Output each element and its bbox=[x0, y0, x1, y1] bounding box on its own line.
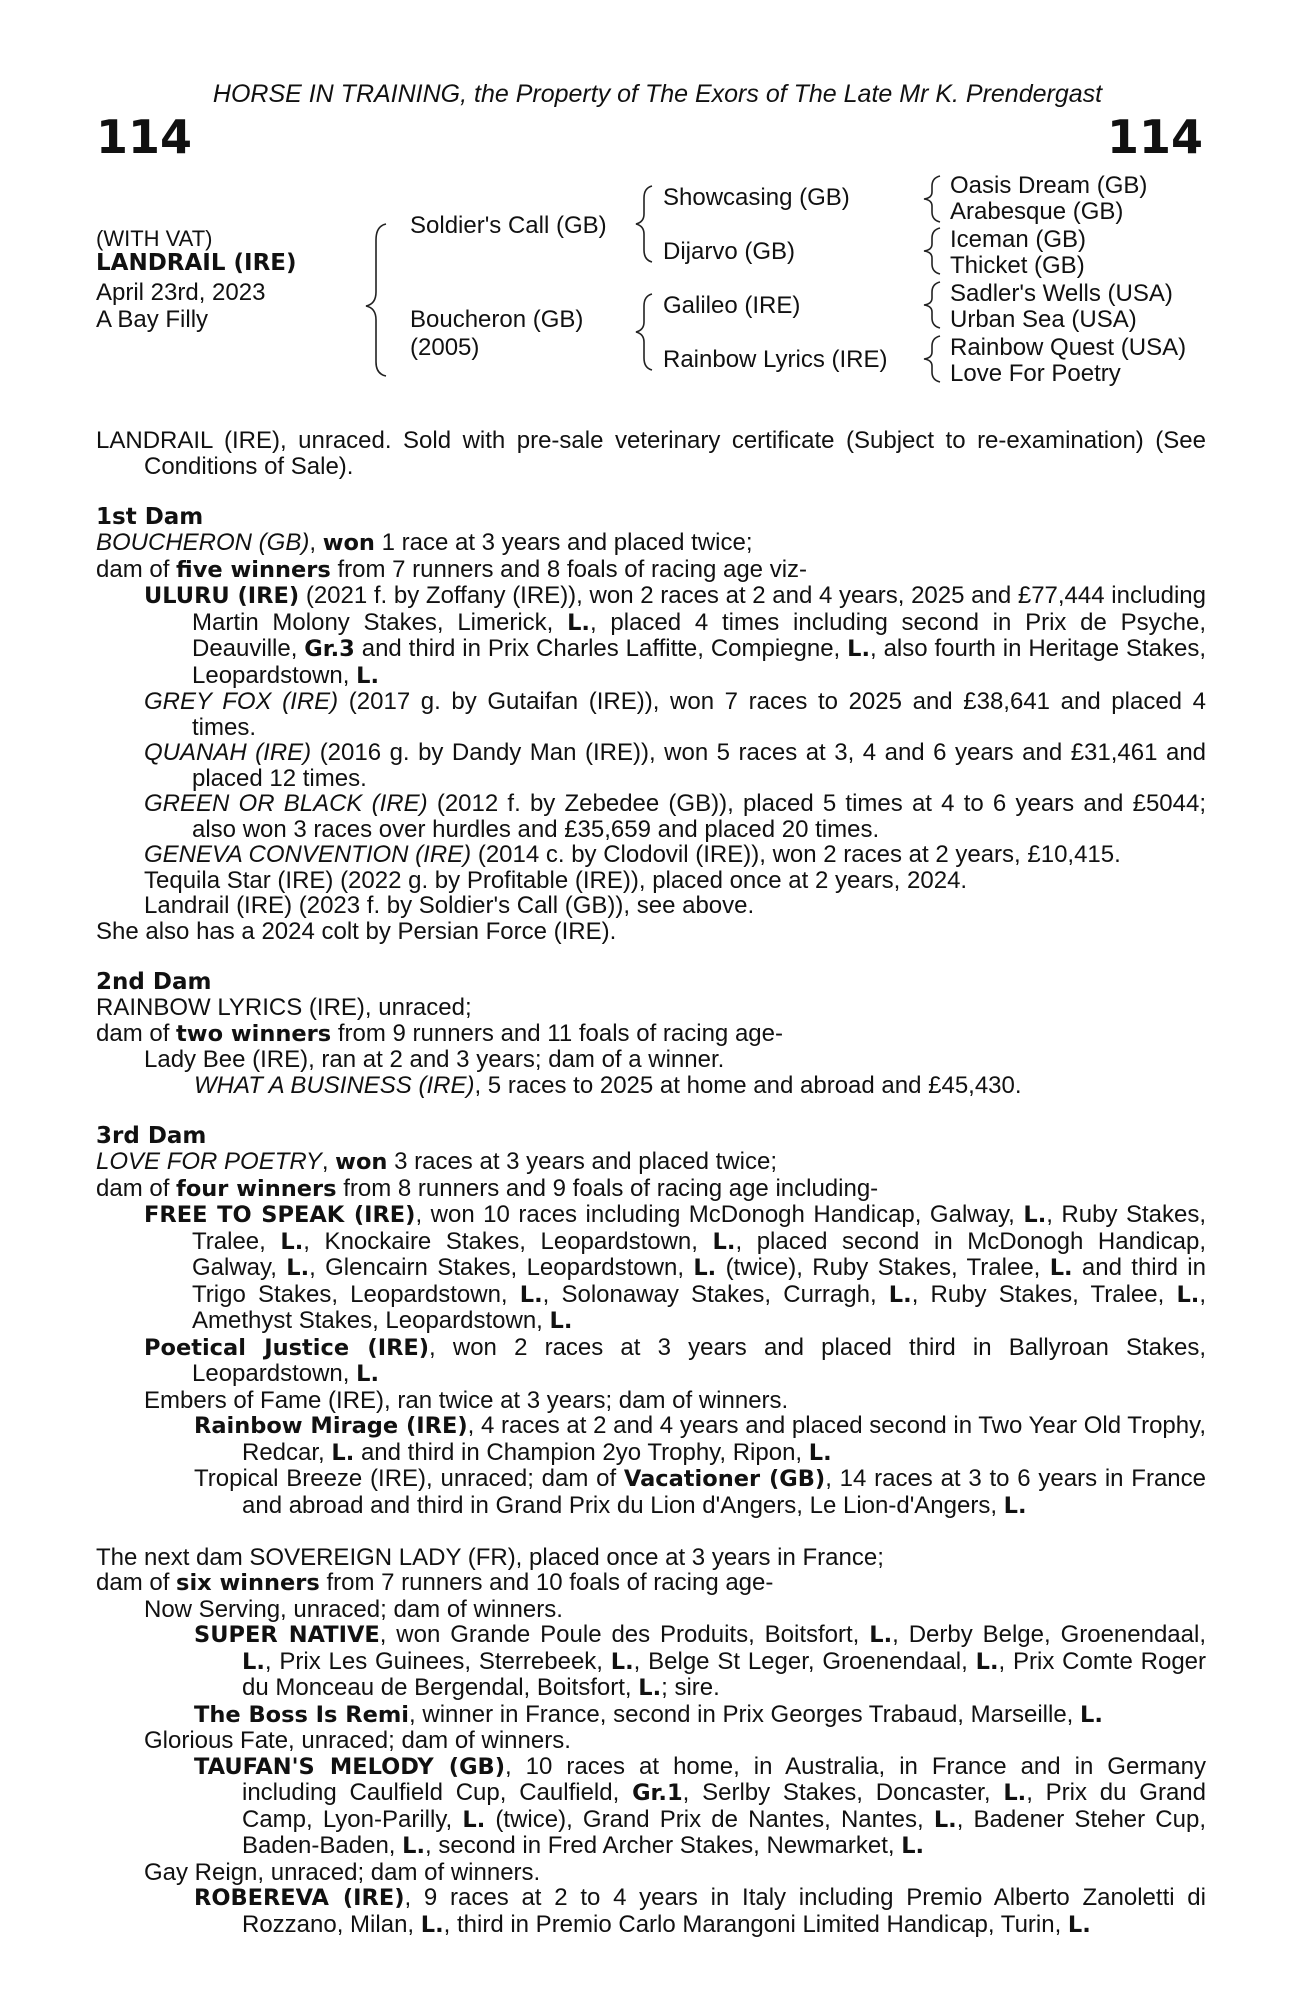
entry-geneva-convention: GENEVA CONVENTION (IRE) (2014 c. by Clodovil (IRE)), won 2 races at 2 years, £10,415. bbox=[144, 841, 1121, 868]
lot-number-right: 114 bbox=[1106, 110, 1203, 164]
horse-name: LANDRAIL (IRE) bbox=[96, 250, 297, 276]
entry-gay-reign: Gay Reign, unraced; dam of winners. bbox=[144, 1858, 541, 1886]
entry-uluru: ULURU (IRE) (2021 f. by Zoffany (IRE)), won 2 races at 2 and 4 years, 2025 and £77,444 including Martin Molony Stakes, Limerick, L., placed 4 times including second in Prix de Psyche, Deauville, Gr.3 and third in Prix Charles Laffitte, Compiegne, L., also fourth in Heritage Stakes, Leopardstown, L. bbox=[144, 582, 1207, 689]
gen3-2: Arabesque (GB) bbox=[950, 198, 1124, 225]
dam-name: Boucheron (GB) bbox=[410, 306, 584, 333]
second-dam-title: 2nd Dam bbox=[96, 968, 212, 995]
catalogue-body bbox=[96, 428, 1206, 1938]
brace-gen2-dam bbox=[636, 294, 652, 370]
entry-super-native: SUPER NATIVE, won Grande Poule des Produits, Boitsfort, L., Derby Belge, Groenendaal, L., Prix Les Guinees, Sterrebeek, L., Belge St Leger, Groenendaal, L., Prix Comte Roger du Monceau de Bergendal, Boitsfort, L.; sire. bbox=[194, 1621, 1207, 1701]
gen3-6: Urban Sea (USA) bbox=[950, 306, 1137, 333]
brace-gen3-4 bbox=[924, 336, 940, 382]
entry-lady-bee: Lady Bee (IRE), ran at 2 and 3 years; dam of a winner. bbox=[144, 1046, 725, 1073]
third-dam-line: LOVE FOR POETRY, won 3 races at 3 years and placed twice; bbox=[96, 1148, 777, 1175]
brace-gen1 bbox=[366, 224, 386, 376]
horse-description: A Bay Filly bbox=[96, 306, 209, 333]
gen3-7: Rainbow Quest (USA) bbox=[950, 334, 1187, 361]
second-dam-produce: dam of two winners from 9 runners and 11 foals of racing age- bbox=[96, 1019, 783, 1047]
gen3-5: Sadler's Wells (USA) bbox=[950, 280, 1173, 307]
entry-embers-of-fame: Embers of Fame (IRE), ran twice at 3 years; dam of winners. bbox=[144, 1386, 789, 1414]
dam-year: (2005) bbox=[410, 334, 480, 361]
gen3-8: Love For Poetry bbox=[950, 360, 1121, 387]
gen3-3: Iceman (GB) bbox=[950, 226, 1087, 253]
page-header: HORSE IN TRAINING, the Property of The Exors of The Late Mr K. Prendergast bbox=[212, 80, 1103, 108]
dam-dam: Rainbow Lyrics (IRE) bbox=[663, 346, 888, 373]
entry-robereva: ROBEREVA (IRE), 9 races at 2 to 4 years in Italy including Premio Alberto Zanoletti di Rozzano, Milan, L., third in Premio Carlo Marangoni Limited Handicap, Turin, L. bbox=[194, 1884, 1206, 1938]
gen3-4: Thicket (GB) bbox=[950, 252, 1085, 279]
second-dam-line: RAINBOW LYRICS (IRE), unraced; bbox=[96, 994, 472, 1021]
entry-landrail: Landrail (IRE) (2023 f. by Soldier's Call (GB)), see above. bbox=[144, 892, 755, 919]
next-dam-produce: dam of six winners from 7 runners and 10 foals of racing age- bbox=[96, 1569, 774, 1596]
entry-poetical-justice: Poetical Justice (IRE), won 2 races at 3 years and placed third in Ballyroan Stakes, Leopardstown, L. bbox=[144, 1333, 1206, 1387]
third-dam-produce: dam of four winners from 8 runners and 9 foals of racing age including- bbox=[96, 1174, 879, 1202]
brace-gen3-2 bbox=[924, 228, 940, 274]
entry-green-or-black: GREEN OR BLACK (IRE) (2012 f. by Zebedee (GB)), placed 5 times at 4 to 6 years and £5044; also won 3 races over hurdles and £35,659 and placed 20 times. bbox=[144, 790, 1206, 843]
sire-sire: Showcasing (GB) bbox=[663, 184, 850, 211]
horse-dob: April 23rd, 2023 bbox=[96, 279, 266, 306]
first-dam-produce: dam of five winners from 7 runners and 8 foals of racing age viz- bbox=[96, 555, 808, 583]
first-dam-line: BOUCHERON (GB), won 1 race at 3 years and placed twice; bbox=[96, 529, 753, 556]
entry-the-boss-is-remi: The Boss Is Remi, winner in France, second in Prix Georges Trabaud, Marseille, L. bbox=[194, 1700, 1103, 1728]
sire-name: Soldier's Call (GB) bbox=[410, 212, 607, 239]
entry-tropical-breeze: Tropical Breeze (IRE), unraced; dam of Vacationer (GB), 14 races at 3 to 6 years in France and abroad and third in Grand Prix du Lion d'Angers, Le Lion-d'Angers, L. bbox=[194, 1465, 1206, 1519]
entry-grey-fox: GREY FOX (IRE) (2017 g. by Gutaifan (IRE)), won 7 races to 2025 and £38,641 and placed 4 times. bbox=[144, 688, 1206, 741]
brace-gen3-3 bbox=[924, 282, 940, 328]
entry-free-to-speak: FREE TO SPEAK (IRE), won 10 races including McDonogh Handicap, Galway, L., Ruby Stakes, Tralee, L., Knockaire Stakes, Leopardstown, L., placed second in McDonogh Handicap, Galway, L., Glencairn Stakes, Leopardstown, L. (twice), Ruby Stakes, Tralee, L. and third in Trigo Stakes, Leopardstown, L., Solonaway Stakes, Curragh, L., Ruby Stakes, Tralee, L., Amethyst Stakes, Leopardstown, L. bbox=[144, 1201, 1206, 1334]
entry-what-a-business: WHAT A BUSINESS (IRE), 5 races to 2025 at home and abroad and £45,430. bbox=[194, 1071, 1022, 1099]
dam-sire: Galileo (IRE) bbox=[663, 292, 801, 319]
gen3-1: Oasis Dream (GB) bbox=[950, 172, 1148, 199]
entry-tequila-star: Tequila Star (IRE) (2022 g. by Profitable (IRE)), placed once at 2 years, 2024. bbox=[144, 866, 968, 894]
brace-gen2-sire bbox=[636, 186, 652, 262]
brace-gen3-1 bbox=[924, 176, 940, 222]
entry-glorious-fate: Glorious Fate, unraced; dam of winners. bbox=[144, 1727, 571, 1754]
first-dam-note: She also has a 2024 colt by Persian Force (IRE). bbox=[96, 917, 617, 945]
entry-now-serving: Now Serving, unraced; dam of winners. bbox=[144, 1595, 563, 1623]
vat-label: (WITH VAT) bbox=[96, 226, 213, 251]
entry-taufans-melody: TAUFAN'S MELODY (GB), 10 races at home, in Australia, in France and in Germany including Caulfield Cup, Caulfield, Gr.1, Serlby Stakes, Doncaster, L., Prix du Grand Camp, Lyon-Parilly, L. (twice), Grand Prix de Nantes, Nantes, L., Badener Steher Cup, Baden-Baden, L., second in Fred Archer Stakes, Newmarket, L. bbox=[194, 1752, 1207, 1859]
intro-paragraph: LANDRAIL (IRE), unraced. Sold with pre-sale veterinary certificate (Subject to re-examination) (See Conditions of Sale). bbox=[96, 427, 1206, 480]
lot-number-left: 114 bbox=[96, 110, 193, 164]
first-dam-title: 1st Dam bbox=[96, 503, 204, 530]
entry-rainbow-mirage: Rainbow Mirage (IRE), 4 races at 2 and 4 years and placed second in Two Year Old Trophy, Redcar, L. and third in Champion 2yo Trophy, Ripon, L. bbox=[194, 1412, 1206, 1466]
entry-quanah: QUANAH (IRE) (2016 g. by Dandy Man (IRE)), won 5 races at 3, 4 and 6 years and £31,461 and placed 12 times. bbox=[144, 739, 1207, 792]
third-dam-title: 3rd Dam bbox=[96, 1122, 207, 1149]
next-dam-line: The next dam SOVEREIGN LADY (FR), placed once at 3 years in France; bbox=[96, 1543, 884, 1571]
sire-dam: Dijarvo (GB) bbox=[663, 238, 796, 265]
